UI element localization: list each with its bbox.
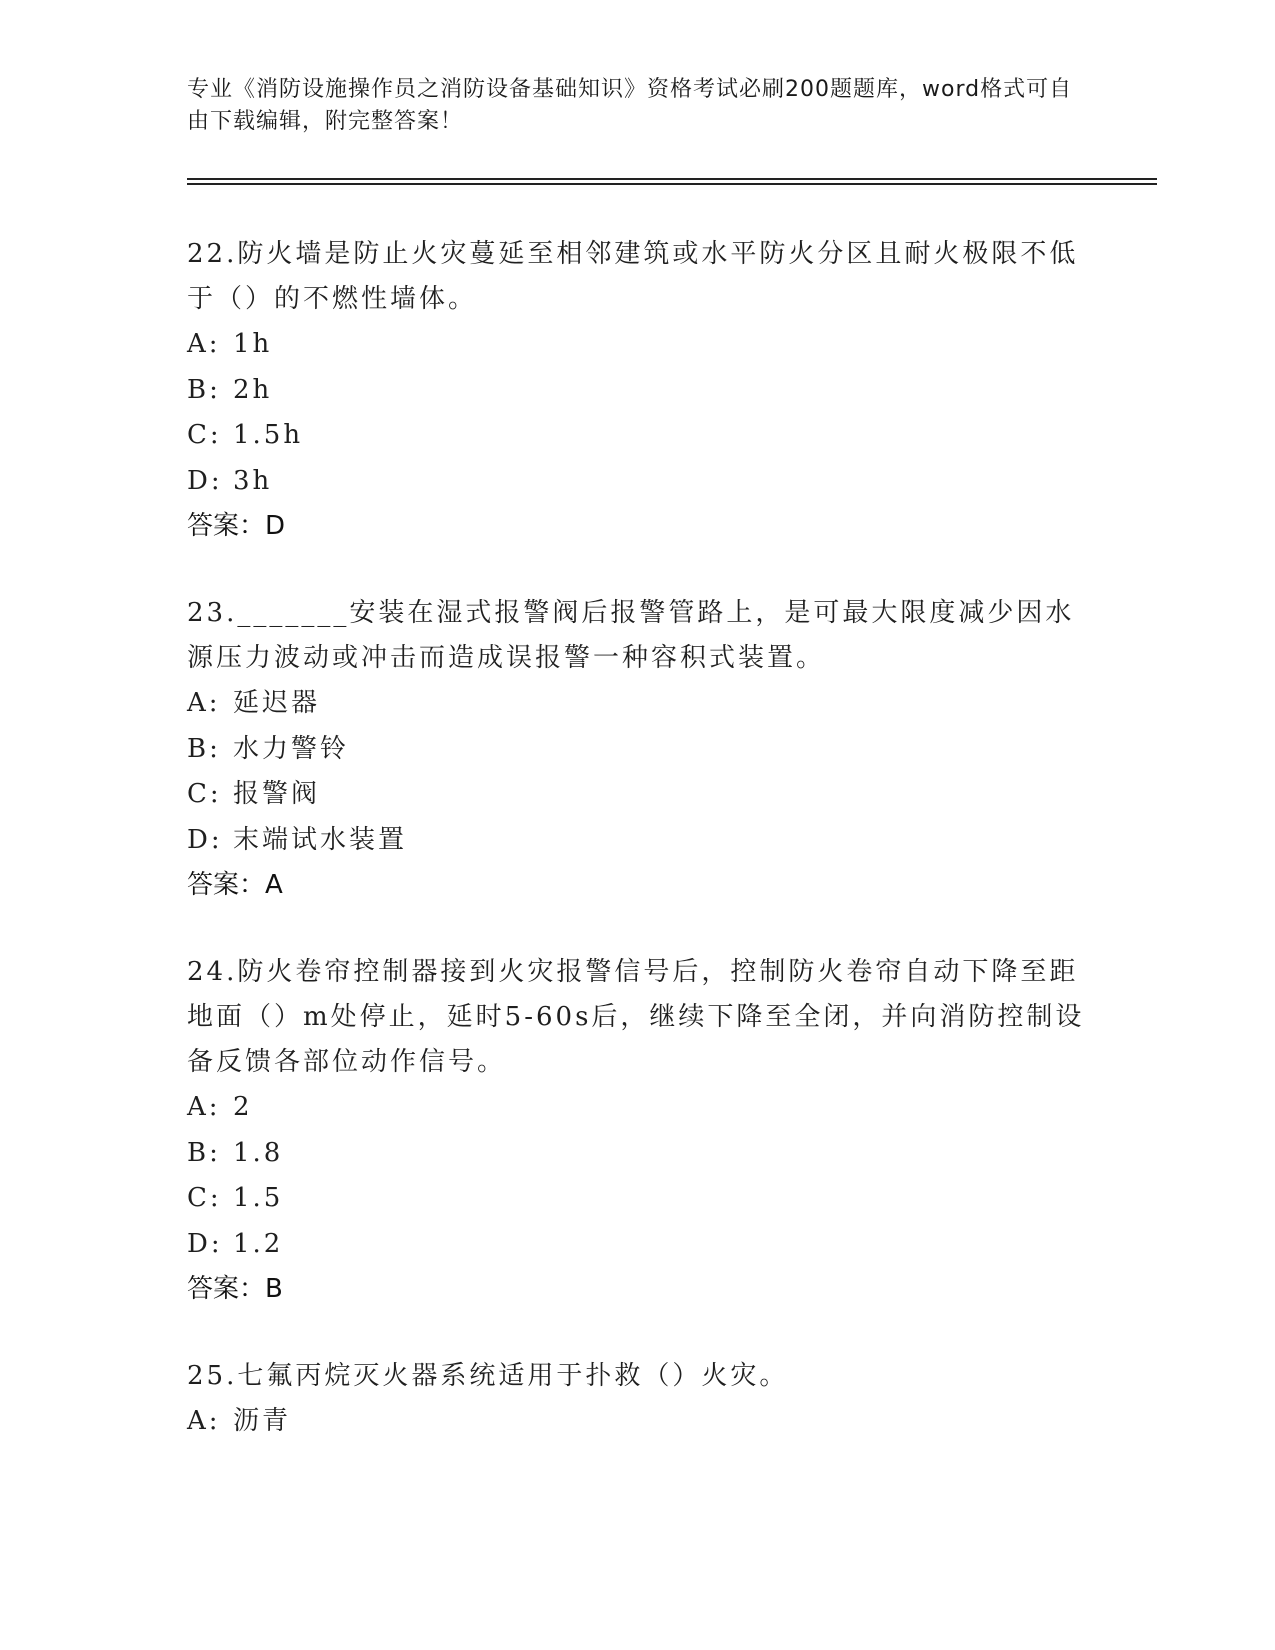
- option-key: D:: [187, 1228, 223, 1259]
- question-23: [187, 591, 1087, 908]
- header-divider-top: [187, 178, 1157, 180]
- option-a: [187, 1085, 1087, 1131]
- option-text: 报警阀: [233, 779, 321, 809]
- question-25: [187, 1354, 1087, 1445]
- option-text: 1.5: [233, 1183, 284, 1213]
- option-b: [187, 368, 1087, 414]
- option-c: [187, 1176, 1087, 1222]
- option-a: [187, 1399, 1087, 1445]
- option-c: [187, 772, 1087, 818]
- option-text: 1.2: [233, 1228, 284, 1259]
- option-key: A:: [187, 688, 221, 718]
- option-text: 1.5h: [233, 420, 304, 450]
- option-key: C:: [187, 420, 222, 450]
- option-a: [187, 681, 1087, 727]
- option-text: 延迟器: [233, 688, 321, 718]
- option-text: 沥青: [233, 1406, 292, 1436]
- option-c: [187, 413, 1087, 459]
- answer-line: 答案：B: [187, 1274, 283, 1304]
- question-22: [187, 232, 1087, 549]
- option-text: 水力警铃: [233, 733, 350, 764]
- option-key: D:: [187, 465, 223, 496]
- option-key: A:: [187, 1092, 221, 1122]
- answer-line: 答案：D: [187, 511, 286, 541]
- document-header: 专业《消防设施操作员之消防设备基础知识》资格考试必刷200题题库，word格式可自由下载编辑，附完整答案！: [187, 77, 1073, 134]
- option-text: 2h: [233, 374, 273, 405]
- option-text: 1h: [233, 329, 273, 359]
- option-key: A:: [187, 329, 221, 359]
- option-text: 3h: [233, 465, 273, 496]
- option-a: [187, 322, 1087, 368]
- option-key: D:: [187, 824, 223, 855]
- question-stem: 23._______安装在湿式报警阀后报警管路上，是可最大限度减少因水源压力波动或冲击而造成误报警一种容积式装置。: [187, 598, 1075, 673]
- option-key: B:: [187, 374, 221, 405]
- question-stem: 22.防火墙是防止火灾蔓延至相邻建筑或水平防火分区且耐火极限不低于（）的不燃性墙体。: [187, 239, 1079, 314]
- question-stem: 24.防火卷帘控制器接到火灾报警信号后，控制防火卷帘自动下降至距地面（）m处停止，延时5-60s后，继续下降至全闭，并向消防控制设备反馈各部位动作信号。: [187, 957, 1085, 1077]
- option-text: 1.8: [233, 1137, 284, 1168]
- option-key: A:: [187, 1406, 221, 1436]
- option-key: C:: [187, 779, 222, 809]
- option-b: [187, 727, 1087, 773]
- option-key: C:: [187, 1183, 222, 1213]
- answer-line: 答案：A: [187, 870, 283, 900]
- question-24: [187, 950, 1087, 1312]
- option-key: B:: [187, 733, 221, 764]
- option-key: B:: [187, 1137, 221, 1168]
- option-d: [187, 459, 1087, 505]
- option-text: 末端试水装置: [233, 824, 408, 855]
- option-d: [187, 1222, 1087, 1268]
- question-list: [187, 232, 1087, 1487]
- option-b: [187, 1131, 1087, 1177]
- option-d: [187, 818, 1087, 864]
- header-divider-bottom: [187, 183, 1157, 185]
- option-text: 2: [233, 1092, 253, 1122]
- question-stem: 25.七氟丙烷灭火器系统适用于扑救（）火灾。: [187, 1361, 789, 1391]
